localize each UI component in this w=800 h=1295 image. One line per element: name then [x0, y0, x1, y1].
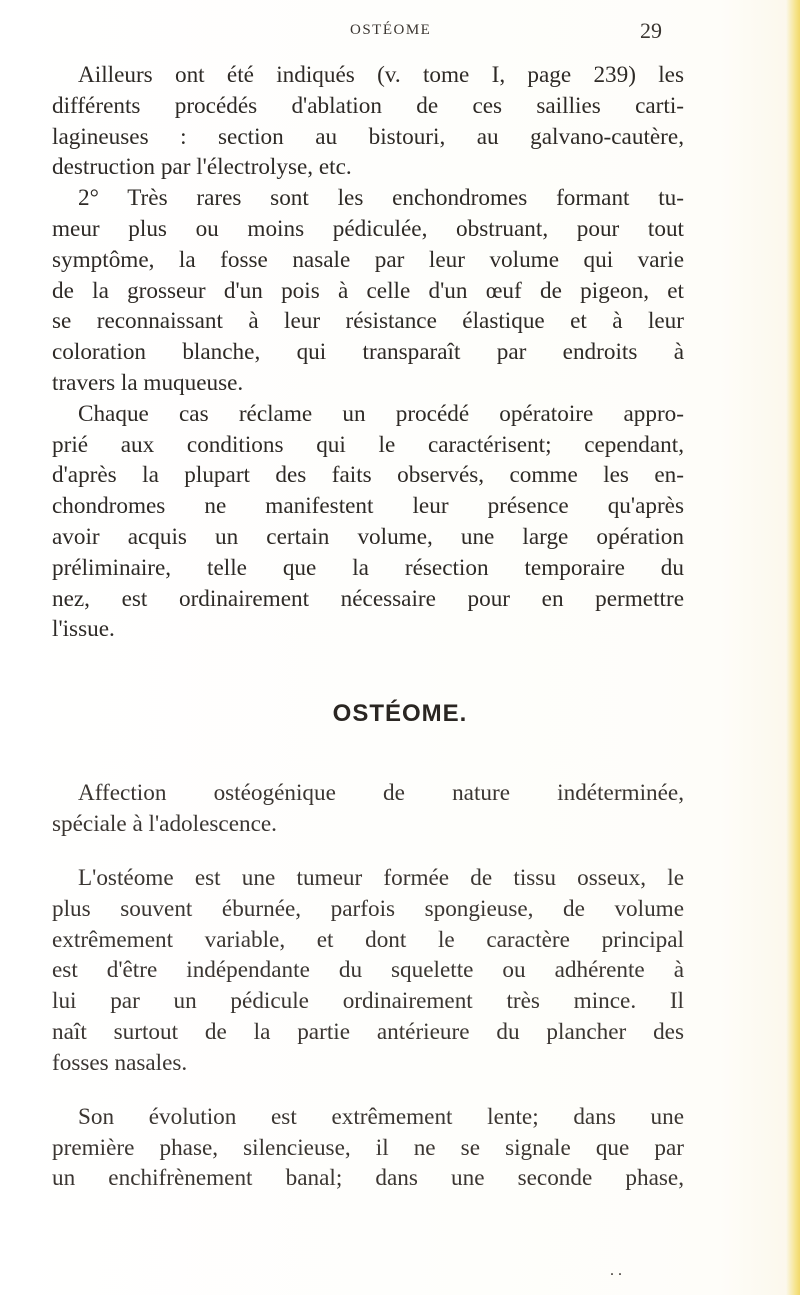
running-head: OSTÉOME [350, 22, 432, 38]
paragraph-ablation [52, 60, 684, 183]
paragraph-description [52, 863, 684, 1079]
text-line: spéciale à l'adolescence. [52, 810, 277, 837]
text-line: meur plus ou moins pédiculée, obstruant, pour tout [52, 215, 684, 242]
text-line: différents procédés d'ablation de ces saillies carti- [52, 92, 684, 119]
page-edge-discoloration [786, 0, 800, 1295]
paragraph-enchondromes [52, 183, 684, 399]
text-line: lui par un pédicule ordinairement très mince. Il [52, 988, 684, 1015]
text-line: se reconnaissant à leur résistance élastique et à leur [52, 308, 684, 335]
page-number: 29 [640, 18, 662, 43]
text-line: extrêmement variable, et dont le caractère principal [52, 926, 684, 953]
text-line: chondromes ne manifestent leur présence qu'après [52, 493, 684, 520]
text-line: Chaque cas réclame un procédé opératoire appro- [78, 400, 684, 427]
text-line: Affection ostéogénique de nature indéterminée, [78, 780, 684, 807]
text-line: L'ostéome est une tumeur formée de tissu osseux, le [78, 864, 684, 891]
text-line: préliminaire, telle que la résection temporaire du [52, 554, 684, 581]
text-line: coloration blanche, qui transparaît par endroits à [52, 339, 684, 366]
text-line: fosses nasales. [52, 1049, 188, 1076]
body-text-bottom [52, 755, 684, 1217]
text-line: Son évolution est extrêmement lente; dans une [78, 1103, 684, 1130]
text-line: travers la muqueuse. [52, 369, 244, 396]
text-line: est d'être indépendante du squelette ou adhérente à [52, 957, 684, 984]
text-line: un enchifrènement banal; dans une seconde phase, [52, 1165, 684, 1192]
paragraph-evolution [52, 1102, 684, 1194]
text-line: destruction par l'électrolyse, etc. [52, 154, 352, 181]
text-line: plus souvent éburnée, parfois spongieuse, de volume [52, 895, 684, 922]
section-title: OSTÉOME. [332, 700, 468, 727]
text-line: lagineuses : section au bistouri, au galvano-cautère, [52, 123, 684, 150]
text-line: naît surtout de la partie antérieure du plancher des [52, 1018, 684, 1045]
text-line: 2° Très rares sont les enchondromes formant tu- [78, 185, 684, 212]
text-line: l'issue. [52, 616, 115, 643]
text-line: prié aux conditions qui le caractérisent; cependant, [52, 431, 684, 458]
page-header [0, 18, 800, 48]
paragraph-definition [52, 778, 684, 840]
text-line: de la grosseur d'un pois à celle d'un œuf de pigeon, et [52, 277, 684, 304]
text-line: Ailleurs ont été indiqués (v. tome I, page 239) les [78, 62, 684, 88]
signature-mark: . . [610, 1262, 622, 1279]
text-line: symptôme, la fosse nasale par leur volume qui varie [52, 246, 684, 273]
text-line: d'après la plupart des faits observés, comme les en- [52, 462, 684, 489]
paragraph-operation [52, 399, 684, 645]
text-line: avoir acquis un certain volume, une large opération [52, 523, 684, 550]
text-line: nez, est ordinairement nécessaire pour en permettre [52, 585, 684, 612]
text-line: première phase, silencieuse, il ne se signale que par [52, 1134, 684, 1161]
body-text-top [52, 60, 684, 645]
